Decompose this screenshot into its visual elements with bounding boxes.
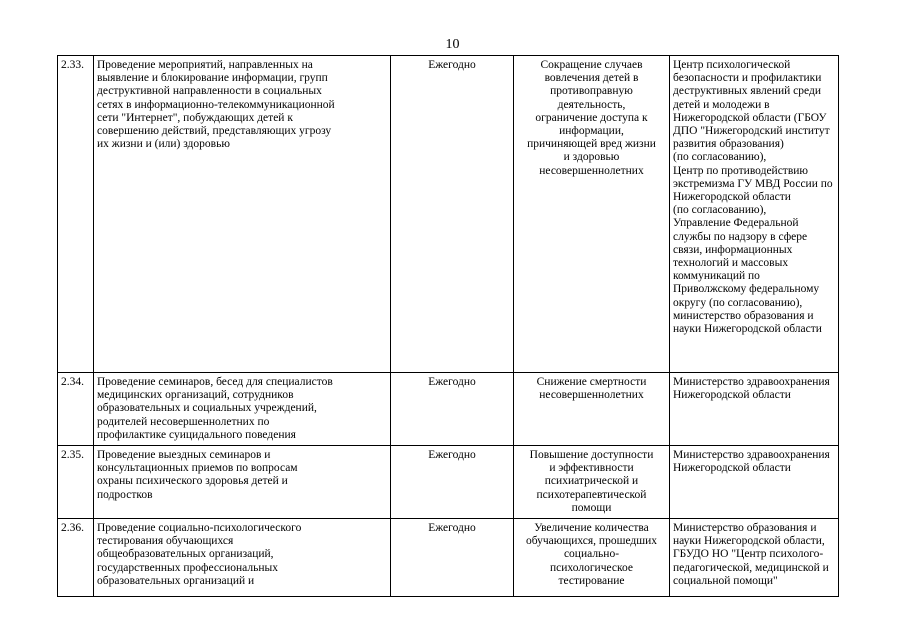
result-text-line: ограничение доступа к — [535, 111, 648, 124]
executor-text-line: Нижегородской области — [673, 389, 791, 402]
execution-term: Ежегодно — [391, 373, 514, 446]
event-text-line: выявление и блокирование информации, групп — [97, 72, 328, 85]
responsible-executors — [670, 519, 839, 597]
responsible-executors — [670, 56, 839, 373]
executor-text-line: Министерство здравоохранения — [673, 449, 830, 461]
executor-text-line: безопасности и профилактики — [673, 72, 822, 85]
executor-text-line: коммуникаций по — [673, 270, 760, 283]
event-text-line: подростков — [97, 488, 153, 501]
item-number: 2.33. — [58, 56, 94, 373]
executor-text-line: министерство образования и — [673, 309, 814, 322]
expected-result — [514, 56, 670, 373]
result-text-line: и эффективности — [549, 462, 634, 475]
table-body — [58, 56, 839, 597]
result-text-line: психологическое — [550, 561, 633, 574]
table-row — [58, 373, 839, 446]
executor-text-line: социальной помощи" — [673, 574, 778, 587]
event-text-line: сетях в информационно-телекоммуникационной — [97, 98, 335, 111]
table-row — [58, 446, 839, 519]
executor-text-line: округу (по согласованию), — [673, 296, 803, 309]
event-description — [94, 56, 391, 373]
event-description — [94, 519, 391, 597]
executor-text-line: Министерство здравоохранения — [673, 376, 830, 388]
executor-text-line: Центр психологической — [673, 59, 791, 71]
table-row — [58, 56, 839, 373]
result-text-line: Повышение доступности — [529, 449, 654, 461]
executor-text-line: (по согласованию), — [673, 204, 767, 217]
event-description — [94, 373, 391, 446]
executor-text-line: Приволжскому федеральному — [673, 283, 820, 296]
responsible-executors — [670, 373, 839, 446]
event-text-line: совершению действий, представляющих угрозу — [97, 125, 332, 138]
expected-result — [514, 519, 670, 597]
result-text-line: и здоровью — [563, 151, 620, 164]
executor-text-line: науки Нижегородской области, — [673, 535, 825, 548]
event-text-line: Проведение мероприятий, направленных на — [97, 59, 313, 71]
executor-text-line: Управление Федеральной — [673, 217, 799, 230]
executor-text-line: службы по надзору в сфере — [673, 230, 808, 243]
event-text-line: консультационных приемов по вопросам — [97, 462, 298, 475]
event-text-line: Проведение социально-психологического — [97, 522, 302, 534]
event-text-line: сети "Интернет", побуждающих детей к — [97, 111, 293, 124]
item-number: 2.34. — [58, 373, 94, 446]
result-text-line: тестирование — [558, 574, 625, 587]
execution-term: Ежегодно — [391, 446, 514, 519]
executor-text-line: Нижегородской области — [673, 191, 791, 204]
execution-term: Ежегодно — [391, 519, 514, 597]
event-text-line: образовательных организаций и — [97, 574, 255, 587]
executor-text-line: деструктивных явлений среди — [673, 85, 821, 98]
event-text-line: Проведение семинаров, бесед для специалистов — [97, 376, 333, 388]
event-description — [94, 446, 391, 519]
event-text-line: общеобразовательных организаций, — [97, 548, 274, 561]
event-text-line: тестирования обучающихся — [97, 535, 234, 548]
responsible-executors — [670, 446, 839, 519]
executor-text-line: технологий и массовых — [673, 257, 789, 270]
executor-text-line: науки Нижегородской области — [673, 323, 822, 336]
execution-term: Ежегодно — [391, 56, 514, 373]
result-text-line: помощи — [571, 501, 612, 514]
action-plan-table — [57, 55, 839, 597]
executor-text-line: Центр по противодействию — [673, 164, 809, 177]
result-text-line: вовлечения детей в — [544, 72, 639, 85]
event-text-line: родителей несовершеннолетних по — [97, 415, 270, 428]
expected-result — [514, 373, 670, 446]
executor-text-line: экстремизма ГУ МВД России по — [673, 177, 833, 190]
executor-text-line: развития образования) — [673, 138, 784, 151]
table-row — [58, 519, 839, 597]
event-text-line: образовательных и социальных учреждений, — [97, 402, 317, 415]
executor-text-line: Министерство образования и — [673, 522, 817, 534]
result-text-line: несовершеннолетних — [539, 164, 644, 177]
event-text-line: Проведение выездных семинаров и — [97, 449, 271, 461]
result-text-line: противоправную — [550, 85, 633, 98]
result-text-line: несовершеннолетних — [539, 389, 644, 402]
event-text-line: деструктивной направленности в социальных — [97, 85, 322, 98]
event-text-line: медицинских организаций, сотрудников — [97, 389, 294, 402]
item-number: 2.36. — [58, 519, 94, 597]
expected-result — [514, 446, 670, 519]
event-text-line: государственных профессиональных — [97, 561, 278, 574]
result-text-line: психиатрической и — [544, 475, 639, 488]
item-number: 2.35. — [58, 446, 94, 519]
result-text-line: социально- — [563, 548, 620, 561]
result-text-line: психотерапевтической — [536, 488, 647, 501]
executor-text-line: ГБУДО НО "Центр психолого- — [673, 548, 824, 561]
event-text-line: их жизни и (или) здоровью — [97, 138, 230, 151]
executor-text-line: детей и молодежи в — [673, 98, 770, 111]
executor-text-line: педагогической, медицинской и — [673, 561, 829, 574]
executor-text-line: Нижегородской области — [673, 462, 791, 475]
result-text-line: причиняющей вред жизни — [527, 138, 656, 151]
result-text-line: деятельность, — [557, 98, 626, 111]
executor-text-line: связи, информационных — [673, 243, 793, 256]
result-text-line: Снижение смертности — [536, 376, 647, 388]
executor-text-line: Нижегородской области (ГБОУ — [673, 111, 827, 124]
event-text-line: профилактике суицидального поведения — [97, 428, 296, 441]
page-number: 10 — [445, 37, 460, 52]
result-text-line: Увеличение количества — [534, 522, 649, 534]
event-text-line: охраны психического здоровья детей и — [97, 475, 288, 488]
executor-text-line: ДПО "Нижегородский институт — [673, 125, 830, 138]
result-text-line: информации, — [559, 125, 624, 138]
result-text-line: Сокращение случаев — [540, 59, 643, 71]
executor-text-line: (по согласованию), — [673, 151, 767, 164]
result-text-line: обучающихся, прошедших — [525, 535, 658, 548]
